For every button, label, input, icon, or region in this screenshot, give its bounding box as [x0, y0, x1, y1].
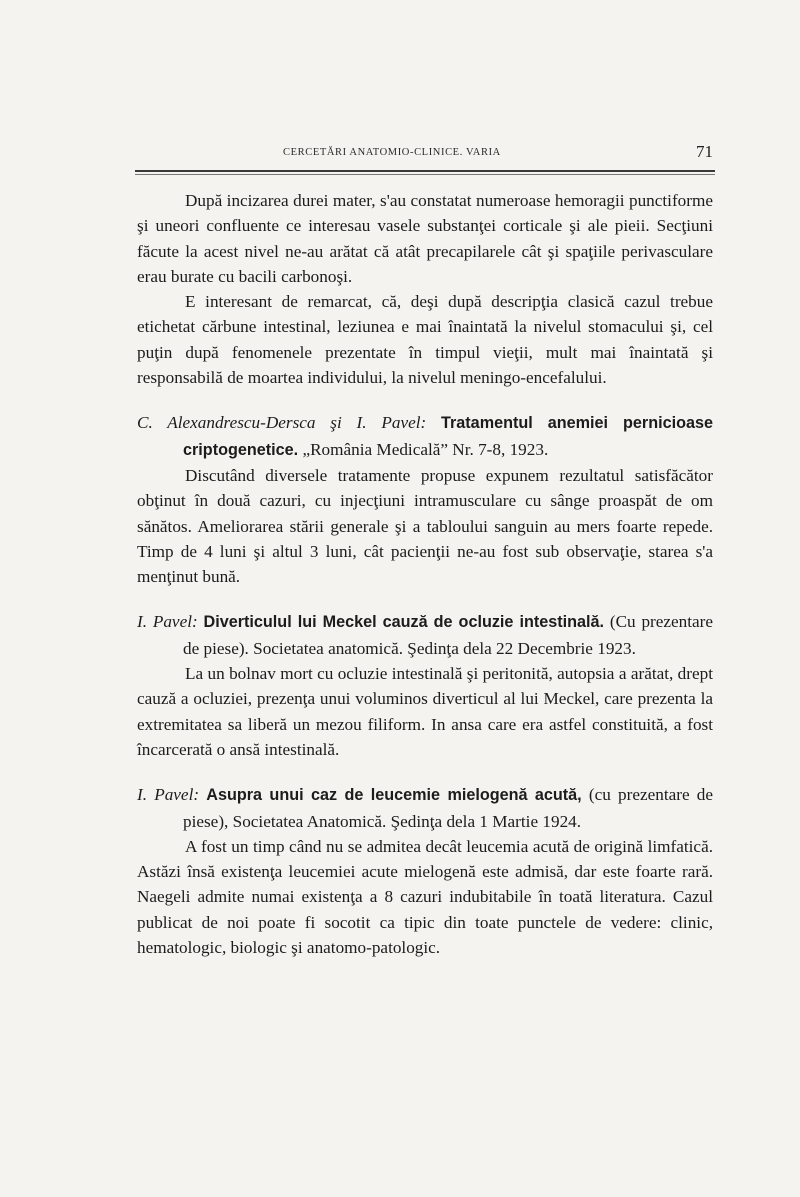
- paragraph: E interesant de remarcat, că, deşi după descripţia clasică cazul trebue etichetat cărbune intestinal, leziunea e mai înaintată la nivelul stomacului şi, cel puţin după fenomenele prezentate în timpul vieţii, mult mai înaintată şi responsabilă de moartea individului, la nivelul meningo-encefalului.: [137, 292, 713, 388]
- entry-authors: C. Alexandrescu-Dersca şi I. Pavel:: [137, 413, 427, 433]
- header-rule-thin: [135, 174, 715, 175]
- paragraph: După incizarea durei mater, s'au constatat numeroase hemoragii punctiforme şi uneori confluente ce interesau vasele substanţei corticale şi ale pieii. Secţiuni făcute la acest nivel ne-au arătat că atât precapilarele cât şi spaţiile perivasculare erau burate cu bacili carbonoşi.: [137, 191, 713, 286]
- page-number: 71: [696, 142, 713, 161]
- entry-abstract: La un bolnav mort cu ocluzie intestinală şi peritonită, autopsia a arătat, drept cauză a ocluziei, prezenţa unui voluminos diverticul al lui Meckel, care prezenta la extremitatea sa liberă un mezou filiform. In ansa care era astfel constituită, a fost încarcerată o ansă intestinală.: [137, 664, 713, 759]
- entry-citation: „România Medicală” Nr. 7-8, 1923.: [298, 439, 549, 459]
- page-header: [135, 144, 715, 166]
- entry-citation: (Cu prezentare de piese). Societatea anatomică. Şedinţa dela 22 Decembrie 1923.: [183, 612, 713, 658]
- entry-title: Asupra unui caz de leucemie mielogenă acută,: [206, 786, 582, 805]
- running-head: CERCETĂRI ANATOMIO-CLINICE. VARIA: [283, 147, 501, 158]
- entry-title: Tratamentul anemiei pernicioase criptogenetice.: [183, 414, 713, 459]
- entry-title: Diverticulul lui Meckel cauză de ocluzie intestinală.: [203, 613, 605, 632]
- bibliography-entry-heading: [137, 410, 713, 463]
- bibliography-entry-heading: [137, 782, 713, 834]
- entry-authors: I. Pavel:: [137, 612, 198, 632]
- entry-authors: I. Pavel:: [137, 785, 200, 805]
- page-body: [137, 188, 713, 960]
- entry-abstract: Discutând diversele tratamente propuse expunem rezultatul satisfăcător obţinut în două cazuri, cu injecţiuni intramusculare cu sânge proaspăt de om sănătos. Ameliorarea stării generale şi a tabloului sanguin au mers foarte repede. Timp de 4 luni şi altul 3 luni, cât pacienţii ne-au fost sub observaţie, starea s'a menţinut bună.: [137, 465, 713, 587]
- entry-citation: (cu prezentare de piese), Societatea Anatomică. Şedinţa dela 1 Martie 1924.: [183, 785, 713, 831]
- header-rule: [135, 170, 715, 172]
- bibliography-entry-heading: [137, 609, 713, 661]
- entry-abstract: A fost un timp când nu se admitea decât leucemia acută de origină limfatică. Astăzi însă existenţa leucemiei acute mielogenă este admisă, dar este foarte rară. Naegeli admite numai existenţa a 8 cazuri indubitabile în toată literatura. Cazul publicat de noi poate fi socotit ca tipic din toate punctele de vedere: clinic, hematologic, biologic şi anatomo-patologic.: [137, 836, 713, 958]
